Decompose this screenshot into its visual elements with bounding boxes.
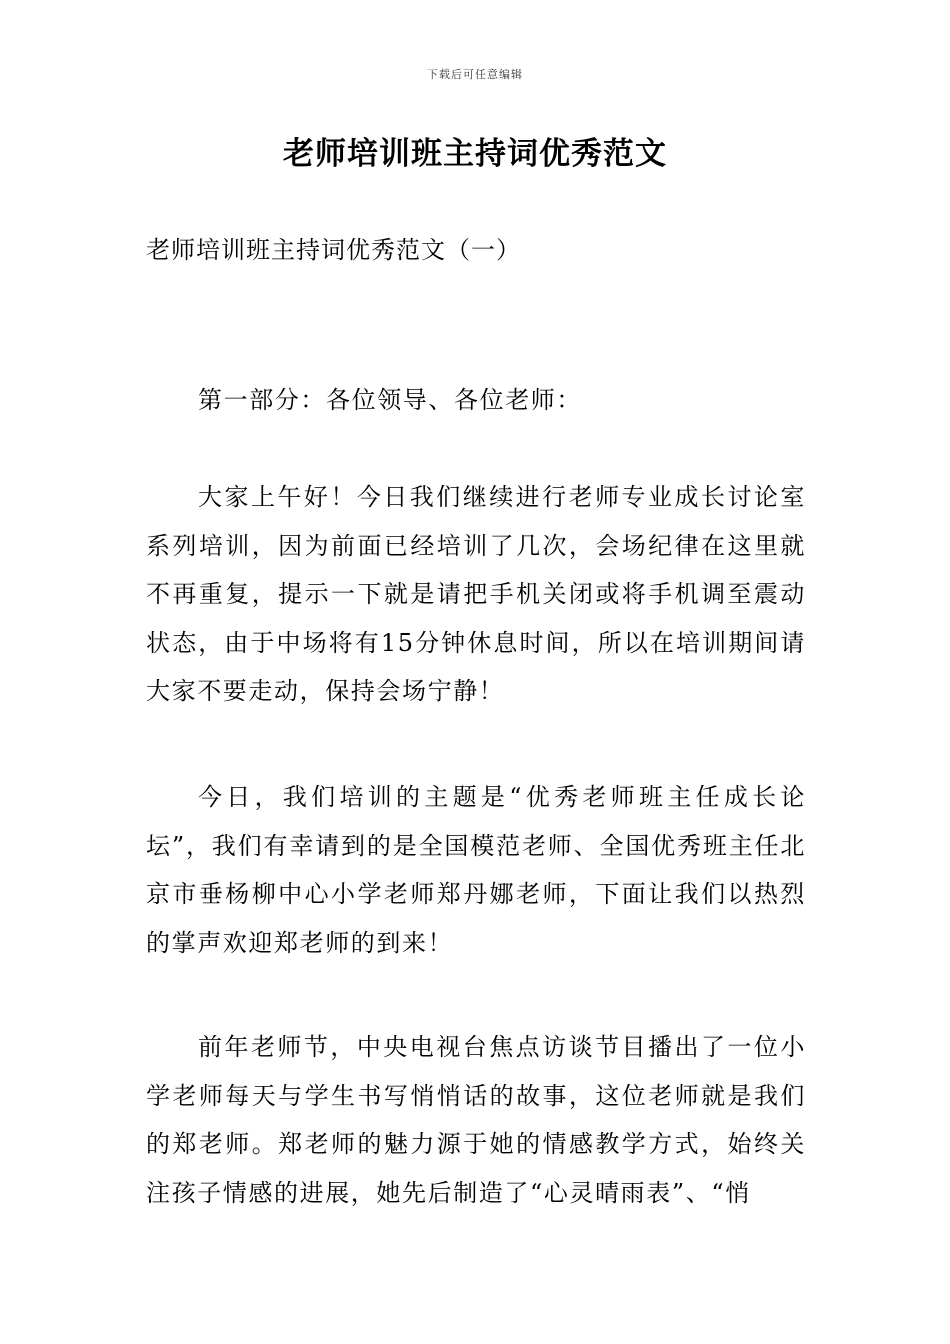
paragraph-topic: 今日，我们培训的主题是“优秀老师班主任成长论坛”，我们有幸请到的是全国模范老师、全国优秀班主任北京市垂杨柳中心小学老师郑丹娜老师，下面让我们以热烈的掌声欢迎郑老师的到来！: [146, 783, 806, 957]
paragraph-greeting: 大家上午好！今日我们继续进行老师专业成长讨论室系列培训，因为前面已经培训了几次，会场纪律在这里就不再重复，提示一下就是请把手机关闭或将手机调至震动状态，由于中场将有15分钟休息时间，所以在培训期间请大家不要走动，保持会场宁静！: [146, 483, 806, 705]
document-subtitle: 老师培训班主持词优秀范文（一）: [146, 236, 521, 264]
paragraph-salutation: 第一部分：各位领导、各位老师：: [198, 386, 582, 414]
paragraph-introduction: 前年老师节，中央电视台焦点访谈节目播出了一位小学老师每天与学生书写悄悄话的故事，这位老师就是我们的郑老师。郑老师的魅力源于她的情感教学方式，始终关注孩子情感的进展，她先后制造了“心灵晴雨表”、“悄: [146, 1033, 806, 1207]
document-title: 老师培训班主持词优秀范文: [283, 136, 667, 172]
header-note: 下载后可任意编辑: [427, 68, 523, 81]
